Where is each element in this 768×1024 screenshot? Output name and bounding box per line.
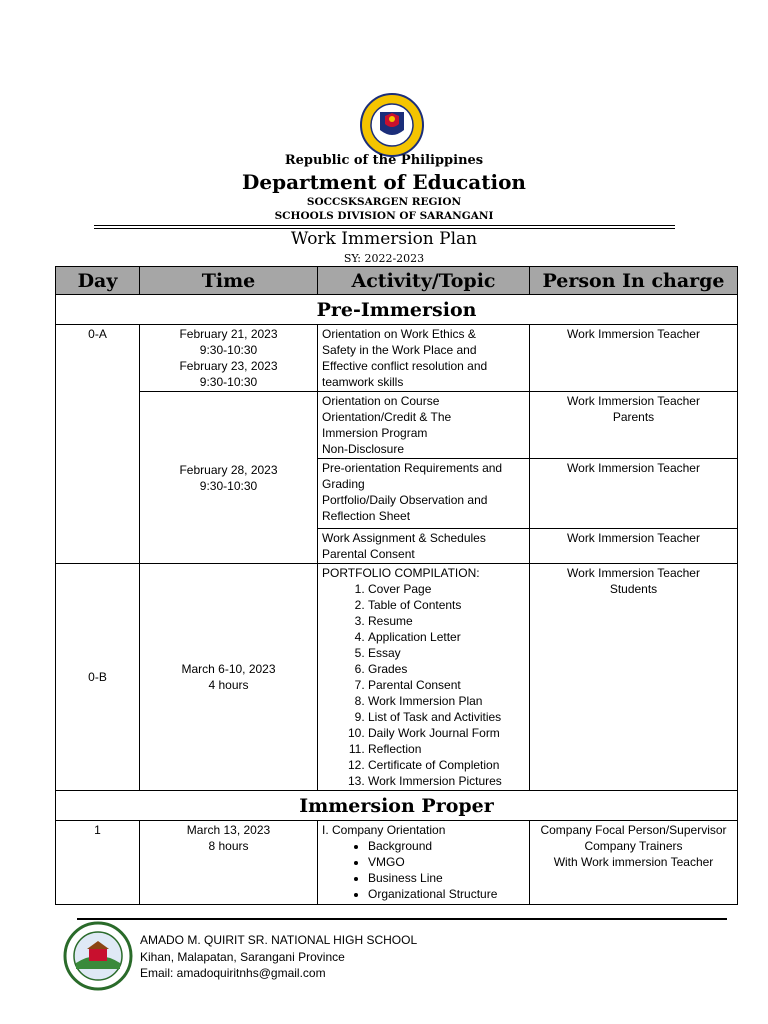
list-item: 11. Reflection: [368, 741, 525, 757]
activity-cell: I. Company Orientation • Background • VMGO • Business Line • Organizational Structure: [318, 821, 530, 905]
list-item: 2. Table of Contents: [368, 597, 525, 613]
footer-address: Kihan, Malapatan, Sarangani Province: [140, 950, 345, 964]
deped-seal-logo: [352, 92, 432, 158]
footer-divider: [77, 918, 727, 920]
list-item: 12. Certificate of Completion: [368, 757, 525, 773]
time-cell: February 28, 2023 9:30-10:30: [140, 392, 318, 564]
activity-cell: Orientation on Work Ethics & Safety in the Work Place and Effective conflict resolution and teamwork skills: [318, 325, 530, 392]
time-cell: March 13, 2023 8 hours: [140, 821, 318, 905]
republic-text: Republic of the Philippines: [284, 153, 484, 168]
person-cell: Work Immersion Teacher Parents: [530, 392, 738, 459]
plan-title: Work Immersion Plan: [290, 229, 478, 249]
list-item: 9. List of Task and Activities: [368, 709, 525, 725]
list-item: 10. Daily Work Journal Form: [368, 725, 525, 741]
person-cell: Work Immersion Teacher: [530, 529, 738, 564]
list-item: • VMGO: [368, 854, 525, 870]
school-year: SY: 2022-2023: [343, 252, 425, 265]
day-cell: 1: [56, 821, 140, 905]
section-title: Pre-Immersion: [56, 295, 738, 325]
footer-email: Email: amadoquiritnhs@gmail.com: [140, 966, 326, 980]
region-text: SOCCSKSARGEN REGION: [306, 196, 462, 208]
day-cell: 0-A: [56, 325, 140, 564]
immersion-plan-table: [55, 266, 738, 905]
table-row: [56, 325, 738, 392]
list-item: • Background: [368, 838, 525, 854]
list-item: • Business Line: [368, 870, 525, 886]
person-cell: Company Focal Person/Supervisor Company Trainers With Work immersion Teacher: [530, 821, 738, 905]
table-header-row: [56, 267, 738, 295]
list-item: 8. Work Immersion Plan: [368, 693, 525, 709]
activity-cell: Work Assignment & Schedules Parental Consent: [318, 529, 530, 564]
activity-cell: PORTFOLIO COMPILATION: 1. Cover Page 2. Table of Contents 3. Resume 4. Application Letter 5. Essay 6. Grades 7. Parental Consent 8. Work Immersion Plan 9. List of Task and Activities 10. Daily Work Journal Form 11. Reflection 12. Certificate of Completion 13. Work Immersion Pictures: [318, 564, 530, 791]
col-header-time: Time: [140, 267, 318, 295]
list-item: 13. Work Immersion Pictures: [368, 773, 525, 789]
section-row-pre-immersion: [56, 295, 738, 325]
table-row: [56, 564, 738, 791]
list-item: 6. Grades: [368, 661, 525, 677]
activity-cell: Pre-orientation Requirements and Grading Portfolio/Daily Observation and Reflection Sheet: [318, 459, 530, 529]
col-header-activity: Activity/Topic: [318, 267, 530, 295]
person-cell: Work Immersion Teacher: [530, 459, 738, 529]
table-row: [56, 392, 738, 459]
person-cell: Work Immersion Teacher: [530, 325, 738, 392]
list-item: • Organizational Structure: [368, 886, 525, 902]
list-item: 1. Cover Page: [368, 581, 525, 597]
person-cell: Work Immersion Teacher Students: [530, 564, 738, 791]
list-item: 4. Application Letter: [368, 629, 525, 645]
portfolio-list: [322, 581, 525, 789]
header-divider: [94, 225, 675, 226]
school-logo: [63, 921, 133, 991]
section-title: Immersion Proper: [56, 791, 738, 821]
activity-cell: Orientation on Course Orientation/Credit & The Immersion Program Non-Disclosure: [318, 392, 530, 459]
col-header-day: Day: [56, 267, 140, 295]
day-cell: 0-B: [56, 564, 140, 791]
time-cell: February 21, 2023 9:30-10:30 February 23, 2023 9:30-10:30: [140, 325, 318, 392]
time-cell: March 6-10, 2023 4 hours: [140, 564, 318, 791]
list-item: 7. Parental Consent: [368, 677, 525, 693]
list-item: 3. Resume: [368, 613, 525, 629]
footer-school-name: AMADO M. QUIRIT SR. NATIONAL HIGH SCHOOL: [140, 933, 418, 947]
section-row-immersion-proper: [56, 791, 738, 821]
col-header-person: Person In charge: [530, 267, 738, 295]
division-text: SCHOOLS DIVISION OF SARANGANI: [274, 210, 494, 222]
department-title: Department of Education: [242, 170, 526, 194]
table-row: [56, 821, 738, 905]
list-item: 5. Essay: [368, 645, 525, 661]
orientation-list: [322, 838, 525, 902]
